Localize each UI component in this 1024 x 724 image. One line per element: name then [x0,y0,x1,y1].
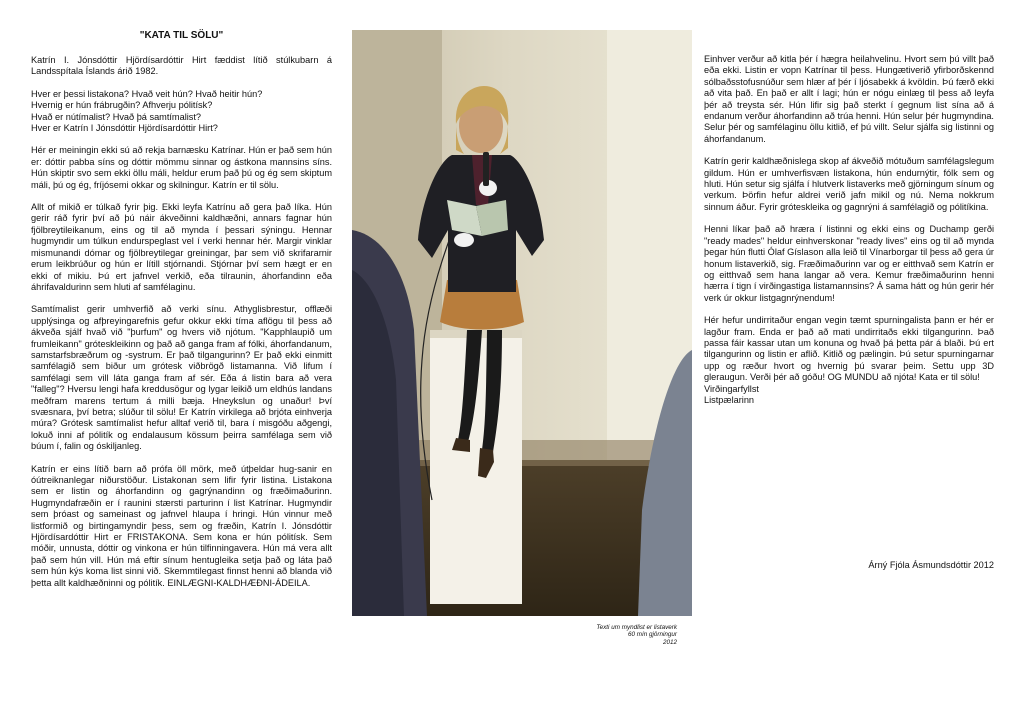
photo-caption [560,624,677,646]
caption-line: 2012 [662,638,677,646]
body-paragraph: Hér er meiningin ekki sú að rekja barnæsku Katrínar. Hún er það sem hún er: dóttir pabba síns og dóttir mömmu sinnar og ástkona mannsins síns. Hún skiptir svo sem ekki öllu máli, heldur erum það þú og ég sem skiptum máli, þú og ég, fríjósemi okkar og skilningur. Katrín er til sölu. [31,145,332,190]
caption-line: Texti um myndlist er listaverk [596,624,677,631]
closing-paragraph [704,315,994,406]
closing-text: Hér hefur undirritaður engan vegin tæmt spurningalista þann er hér er lagður fram. Enda er það að mati undirritaðs ekki tilgangurinn. Það passa fáir kassar utan um konuna og hvað þá þetta pár á blaði. Þú ert tilgangurinn og listin er aflið. Kitlið og pælingin. Þú setur spurningarnar upp og ræður hvort og hvernig þú svarar þeim. Settu upp 3D gleraugun. Verði þér að góðu! OG MUNDU að njóta! Kata er til sölu! [704,315,994,383]
signature-line: Virðingarfyllst [704,383,759,394]
caption-line: 60 mín gjörningur [627,631,677,639]
body-paragraph: Einhver verður að kitla þér í hægra heilahvelinu. Hvort sem þú villt það eða ekki. Listin er vopn Katrínar til þess. Hungætiverið yfirborðskennd sólbaðsstofusnúður sem hlær af þér í ljósabekk á kvöldin. Þú færð ekki að vita það. En það er allt í lagi; hún er nógu einlæg til þess að leyfa þér að treysta sér. Hún lifir sig það sterkt í gegnum list sína að á endanum verður áhorfandinn að trúa henni. Hún selur þér hugmyndina. Selur þér og samfélaginu öllu kitlið, ef þú villt. Selur sjálfa sig listinni og áhorfandanum. [704,54,994,144]
article-title: "KATA TIL SÖLU" [139,30,224,41]
performance-photo [352,30,692,616]
signature-line: Listpælarinn [704,394,755,405]
body-paragraph: Samtímalist gerir umhverfið að verki sínu. Athyglisbrestur, offlæði upplýsinga og afþreyingarefnis gefur okkur ekki tíma aflögu til þess að ákveða sjálf hvað við "þurfum" og hvers við njótum. "Kapphlaupið um frumleikann" gróteskleikinn og það að ganga fram af fólki, áhorfandanum, samstarfsbræðrum og -systrum. Er það tilgangurinn? Er það ekki einmitt samfélagið sem biður um grótesk viðbrögð listamanna. Við lifum í samfélagi sem vill láta ganga fram af sér. Eða á listin bara að vera "falleg"? Hversu lengi hafa kreddusögur og lygar leikið um eldhús landans meðfram marens tertum á milli bæja. Hneykslun og unaður! Því svæsnara, því betra; slúður til sölu! Er Katrín virkilega að brjóta einhverja múra? Grótesk samtímalist hefur alltaf verið til, bara í misgóðu aðgengi, lokuð inni af pólitík og endalausum kössum þeirra samfélaga sem við búum í, falin og óskiljanleg. [31,304,332,452]
right-column [704,54,994,406]
intro-paragraph: Katrín I. Jónsdóttir Hjördísardóttir Hirt fæddist lítið stúlkubarn á Landsspítala Íslands árið 1982. [31,55,332,77]
body-paragraph: Henni líkar það að hræra í listinni og ekki eins og Duchamp gerði "ready mades" heldur einhverskonar "ready lives" eins og til að mynda þegar hún flutti Ólaf Gíslason alla leið til Vínarborgar til þess að gera úr honum listaverkið, sig. Fræðimaðurinn var og er eitthvað sem Katrín er og eitthvað sem hana langar að vera. Kemur fræðimaðurinn henni hærra í tign í virðingastiga listamannsins? Á sama hátt og hún gerir hér verk úr okkur listgagnrýnendum! [704,224,994,303]
body-paragraph: Katrín gerir kaldhæðnislega skop af ákveðið mótuðum samfélagslegum gildum. Hún er umhverfisvæn listakona, hún endurnýtir, fólk sem og hluti. Hún setur sig sjálfa í hlutverk listaverks með gjörningum sínum og verkum. Þörfin hefur aldrei verið jafn mikil og nú. Nema nokkrum sinnum áður. Fyrir gróteskleika og gagnrýni á samfélagið og pólitíkina. [704,156,994,212]
question: Hver er Katrín I Jónsdóttir Hjördísardóttir Hirt? [31,123,218,134]
question: Hvað er nútímalist? Hvað þá samtímalist? [31,111,202,122]
question: Hver er þessi listakona? Hvað veit hún? Hvað heitir hún? [31,88,263,99]
question: Hvernig er hún frábrugðin? Afhverju pólitísk? [31,100,213,111]
author-credit: Árný Fjóla Ásmundsdóttir 2012 [868,560,994,570]
body-paragraph: Allt of mikið er túlkað fyrir þig. Ekki leyfa Katrínu að gera það líka. Hún gerir ráð fyrir því að þú náir ákveðinni kaldhæðni, annars fagnar hún fjölbreytileikanum, eins og til að mynda í þessari sýningu. Hennar hugmyndir um túlkun endurspeglast vel í verki hennar hér. Margir vinklar mismunandi dómar og fjölbreytilegar greiningar, þar sem við skrifararnir erum leikbrúður og hún er lítill stjórnandi. Stjórnar því sem hægt er en ekki of mikiu. Þú ert jafnvel verkið, eða tilraunin, áhorfandinn eða áhrifavaldurinn sem hluti af samfélaginu. [31,202,332,292]
body-paragraph: Katrín er eins lítið barn að prófa öll mörk, með útþeldar hug-sanir en óútreiknanlegar niðurstöður. Listakonan sem lifir fyrir listina. Listakona sem er listin og áhorfandinn og gagrýnandinn og fræðimaðurinn. Hugmyndafræðin er í raunini stærsti parturinn í list Katrínar. Hugmyndir sem þróast og sameinast og jafnvel hlaupa í hringi. Hún vinnur með listformið og birtingamyndir þess, sem og fræðin, Katrín I. Jónsdóttir Hjördísardóttir Hirt er FRISTAKONA. Sem kona er hún pólitísk. Sem móðir, unnusta, dóttir og vinkona er hún tilfinningavera. Hún má vera allt það sem hún vill. Hún má eftir sínum hentugleika setja það og láta það sem hún kýs koma list sinni við. Skemmtilegast finnst henni að blanda við þetta allt kaldhæðninni og pólitík. EINLÆGNI-KALDHÆÐNI-ÁDEILA. [31,463,332,588]
questions-block [31,89,332,135]
